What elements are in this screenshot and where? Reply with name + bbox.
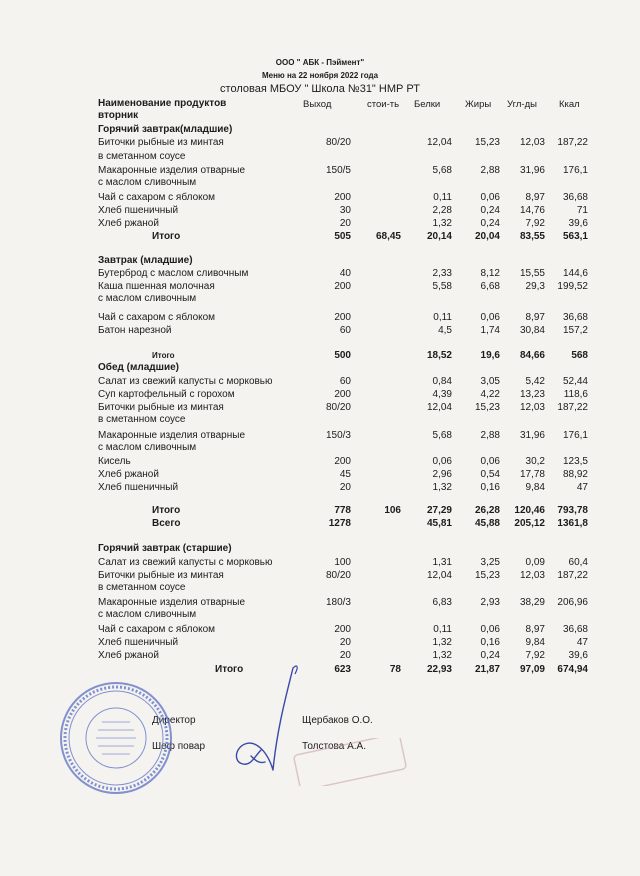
item-out: 180/3 — [325, 597, 351, 608]
item-name: Хлеб ржаной — [98, 218, 159, 229]
item-name-cont: с маслом сливочным — [98, 609, 197, 620]
total-c: 84,66 — [519, 350, 545, 361]
item-name-cont: с маслом сливочным — [98, 293, 197, 304]
total-label: Итого — [152, 505, 181, 516]
grand-total-k: 1361,8 — [557, 518, 588, 529]
item-k: 157,2 — [562, 325, 588, 336]
item-f: 15,23 — [474, 570, 500, 581]
item-p: 12,04 — [426, 570, 452, 581]
item-name: Батон нарезной — [98, 325, 172, 336]
item-p: 2,96 — [432, 469, 452, 480]
item-p: 0,11 — [433, 312, 452, 323]
total-cost: 68,45 — [375, 231, 401, 242]
item-f: 0,24 — [480, 650, 500, 661]
total-out: 500 — [334, 350, 351, 361]
total-c: 83,55 — [519, 231, 545, 242]
item-p: 5,58 — [432, 281, 452, 292]
item-p: 12,04 — [426, 137, 452, 148]
item-f: 8,12 — [480, 268, 500, 279]
item-out: 20 — [339, 482, 351, 493]
item-p: 4,5 — [438, 325, 452, 336]
item-k: 39,6 — [568, 650, 588, 661]
total-c: 97,09 — [519, 664, 545, 675]
item-k: 187,22 — [557, 402, 588, 413]
item-c: 30,84 — [519, 325, 545, 336]
director-label: Директор — [152, 715, 196, 726]
item-out: 40 — [339, 268, 351, 279]
item-f: 15,23 — [474, 137, 500, 148]
menu-date: Меню на 22 ноября 2022 года — [261, 71, 379, 80]
total-p: 22,93 — [426, 664, 452, 675]
item-name-cont: в сметанном соусе — [98, 582, 186, 593]
item-out: 200 — [334, 281, 351, 292]
item-k: 176,1 — [562, 430, 588, 441]
grand-total-out: 1278 — [328, 518, 351, 529]
item-p: 0,84 — [432, 376, 452, 387]
item-c: 8,97 — [525, 624, 545, 635]
grand-total-label: Всего — [152, 518, 181, 529]
item-f: 0,24 — [480, 218, 500, 229]
item-p: 6,83 — [432, 597, 452, 608]
item-f: 2,88 — [480, 165, 500, 176]
item-p: 12,04 — [426, 402, 452, 413]
item-f: 0,06 — [480, 624, 500, 635]
total-cost: 106 — [384, 505, 401, 516]
item-k: 47 — [576, 637, 588, 648]
item-out: 30 — [339, 205, 351, 216]
item-c: 12,03 — [519, 570, 545, 581]
item-c: 12,03 — [519, 137, 545, 148]
director-name: Щербаков О.О. — [302, 715, 373, 726]
round-seal-stamp — [58, 680, 174, 796]
item-f: 2,93 — [480, 597, 500, 608]
day-label: вторник — [98, 110, 139, 121]
total-k: 568 — [571, 350, 588, 361]
item-out: 200 — [334, 624, 351, 635]
item-p: 0,06 — [432, 456, 452, 467]
item-k: 199,52 — [557, 281, 588, 292]
col-output-header: Выход — [303, 99, 332, 110]
grand-total-c: 205,12 — [514, 518, 545, 529]
item-k: 123,5 — [562, 456, 588, 467]
item-name-cont: с маслом сливочным — [98, 442, 197, 453]
item-c: 0,09 — [525, 557, 545, 568]
item-c: 17,78 — [519, 469, 545, 480]
chef-label: Шеф повар — [152, 741, 206, 752]
col-fat-header: Жиры — [465, 99, 492, 110]
section-title: Горячий завтрак(младшие) — [98, 124, 233, 135]
total-k: 793,78 — [557, 505, 588, 516]
item-out: 80/20 — [325, 570, 351, 581]
item-name: Кисель — [98, 456, 131, 467]
chef-name: Толстова А.А. — [302, 741, 366, 752]
total-label: Итого — [152, 231, 181, 242]
section-title: Горячий завтрак (старшие) — [98, 543, 232, 554]
item-name: Биточки рыбные из минтая — [98, 570, 224, 581]
item-out: 200 — [334, 456, 351, 467]
item-c: 15,55 — [519, 268, 545, 279]
item-out: 60 — [339, 325, 351, 336]
item-k: 187,22 — [557, 570, 588, 581]
item-c: 30,2 — [525, 456, 545, 467]
item-name: Чай с сахаром с яблоком — [98, 624, 216, 635]
total-label: Итого — [152, 351, 175, 360]
item-p: 4,39 — [432, 389, 452, 400]
item-name: Биточки рыбные из минтая — [98, 402, 224, 413]
item-c: 8,97 — [525, 312, 545, 323]
item-out: 20 — [339, 637, 351, 648]
item-k: 52,44 — [562, 376, 588, 387]
item-f: 15,23 — [474, 402, 500, 413]
total-out: 778 — [334, 505, 351, 516]
total-label: Итого — [215, 664, 244, 675]
section-title: Обед (младшие) — [98, 362, 180, 373]
item-out: 20 — [339, 218, 351, 229]
col-protein-header: Белки — [414, 99, 441, 110]
item-out: 150/3 — [325, 430, 351, 441]
item-f: 1,74 — [480, 325, 500, 336]
item-k: 176,1 — [562, 165, 588, 176]
item-name: Макаронные изделия отварные — [98, 165, 246, 176]
rectangular-stamp — [292, 738, 408, 786]
item-f: 3,05 — [480, 376, 500, 387]
item-p: 2,33 — [432, 268, 452, 279]
item-out: 150/5 — [325, 165, 351, 176]
total-f: 19,6 — [480, 350, 500, 361]
item-p: 1,32 — [432, 218, 452, 229]
item-out: 20 — [339, 650, 351, 661]
item-out: 80/20 — [325, 402, 351, 413]
item-f: 0,16 — [480, 482, 500, 493]
item-f: 0,06 — [480, 192, 500, 203]
company-name: ООО " АБК - Пэймент" — [275, 58, 365, 67]
item-k: 36,68 — [562, 192, 588, 203]
grand-total-p: 45,81 — [426, 518, 452, 529]
item-f: 0,06 — [480, 456, 500, 467]
total-p: 20,14 — [426, 231, 452, 242]
item-f: 6,68 — [480, 281, 500, 292]
item-k: 144,6 — [562, 268, 588, 279]
item-out: 200 — [334, 312, 351, 323]
item-out: 45 — [339, 469, 351, 480]
item-name: Бутерброд с маслом сливочным — [98, 268, 249, 279]
item-name: Хлеб ржаной — [98, 650, 159, 661]
grand-total-f: 45,88 — [474, 518, 500, 529]
item-p: 0,11 — [433, 192, 452, 203]
total-k: 674,94 — [557, 664, 588, 675]
item-name: Хлеб ржаной — [98, 469, 159, 480]
canteen-name: столовая МБОУ " Школа №31" НМР РТ — [220, 83, 420, 95]
total-out: 505 — [334, 231, 351, 242]
item-name: Макаронные изделия отварные — [98, 430, 246, 441]
item-k: 187,22 — [557, 137, 588, 148]
item-k: 60,4 — [568, 557, 588, 568]
item-p: 1,32 — [432, 637, 452, 648]
item-p: 0,11 — [433, 624, 452, 635]
item-f: 0,06 — [480, 312, 500, 323]
item-c: 8,97 — [525, 192, 545, 203]
item-c: 38,29 — [519, 597, 545, 608]
item-out: 200 — [334, 389, 351, 400]
item-c: 14,76 — [519, 205, 545, 216]
item-name: Макаронные изделия отварные — [98, 597, 246, 608]
item-c: 13,23 — [519, 389, 545, 400]
item-out: 100 — [334, 557, 351, 568]
total-p: 27,29 — [426, 505, 452, 516]
item-out: 80/20 — [325, 137, 351, 148]
item-c: 29,3 — [525, 281, 545, 292]
item-c: 9,84 — [525, 482, 545, 493]
item-name: Салат из свежий капусты с морковью — [98, 376, 273, 387]
item-p: 1,32 — [432, 482, 452, 493]
item-out: 60 — [339, 376, 351, 387]
item-name: Чай с сахаром с яблоком — [98, 312, 216, 323]
item-c: 5,42 — [525, 376, 545, 387]
item-p: 1,31 — [432, 557, 452, 568]
col-kcal-header: Ккал — [559, 99, 580, 110]
item-f: 4,22 — [480, 389, 500, 400]
item-k: 118,6 — [563, 389, 588, 400]
item-c: 9,84 — [525, 637, 545, 648]
item-name: Каша пшенная молочная — [98, 281, 215, 292]
item-name: Хлеб пшеничный — [98, 637, 179, 648]
item-name-cont: в сметанном соусе — [98, 414, 186, 425]
item-k: 36,68 — [562, 624, 588, 635]
item-name: Чай с сахаром с яблоком — [98, 192, 216, 203]
col-cost-header: стои-ть — [367, 99, 400, 110]
item-name-cont: в сметанном соусе — [98, 151, 186, 162]
item-name: Суп картофельный с горохом — [98, 389, 235, 400]
item-k: 71 — [576, 205, 588, 216]
total-p: 18,52 — [426, 350, 452, 361]
item-p: 1,32 — [432, 650, 452, 661]
total-out: 623 — [334, 664, 351, 675]
item-p: 2,28 — [432, 205, 452, 216]
item-f: 0,16 — [480, 637, 500, 648]
total-f: 20,04 — [474, 231, 500, 242]
col-name-header: Наименование продуктов — [98, 98, 227, 109]
col-carbs-header: Угл-ды — [507, 99, 537, 110]
total-k: 563,1 — [562, 231, 588, 242]
item-f: 2,88 — [480, 430, 500, 441]
item-f: 0,24 — [480, 205, 500, 216]
item-k: 88,92 — [562, 469, 588, 480]
item-k: 36,68 — [562, 312, 588, 323]
item-f: 3,25 — [480, 557, 500, 568]
total-cost: 78 — [389, 664, 401, 675]
item-out: 200 — [334, 192, 351, 203]
item-f: 0,54 — [480, 469, 500, 480]
item-k: 206,96 — [557, 597, 588, 608]
item-c: 7,92 — [525, 650, 545, 661]
item-name: Хлеб пшеничный — [98, 205, 179, 216]
section-title: Завтрак (младшие) — [98, 255, 193, 266]
item-name: Биточки рыбные из минтая — [98, 137, 224, 148]
item-k: 47 — [576, 482, 588, 493]
item-p: 5,68 — [432, 430, 452, 441]
item-name: Хлеб пшеничный — [98, 482, 179, 493]
item-c: 7,92 — [525, 218, 545, 229]
item-name: Салат из свежий капусты с морковью — [98, 557, 273, 568]
total-f: 21,87 — [474, 664, 500, 675]
item-p: 5,68 — [432, 165, 452, 176]
item-c: 31,96 — [519, 430, 545, 441]
item-c: 31,96 — [519, 165, 545, 176]
item-name-cont: с маслом сливочным — [98, 177, 197, 188]
item-k: 39,6 — [568, 218, 588, 229]
item-c: 12,03 — [519, 402, 545, 413]
total-f: 26,28 — [474, 505, 500, 516]
total-c: 120,46 — [514, 505, 545, 516]
